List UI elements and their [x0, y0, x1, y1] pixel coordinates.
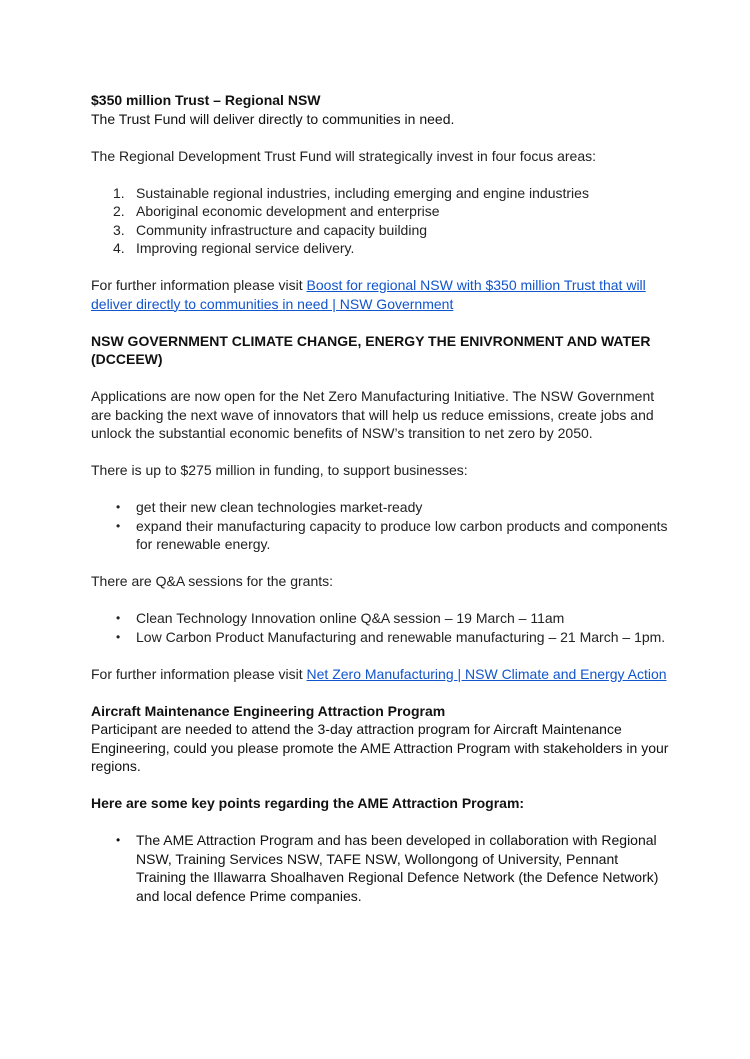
dcceew-paragraph: Applications are now open for the Net Zero Manufacturing Initiative. The NSW Government are backing the next wave of innovators that will help us reduce emissions, create jobs and unlock the substantial economic benefits of NSW’s transition to net zero by 2050.: [91, 388, 655, 441]
key-points-heading: Here are some key points regarding the AME Attraction Program:: [91, 795, 525, 811]
bullet-icon: •: [116, 500, 121, 514]
list-item-text: Low Carbon Product Manufacturing and renewable manufacturing – 21 March – 1pm.: [136, 628, 666, 645]
list-item: [91, 221, 671, 240]
list-item-text: expand their manufacturing capacity to produce low carbon products and components for renewable energy.: [136, 517, 668, 552]
list-number: 2.: [113, 203, 125, 219]
funding-intro: There is up to $275 million in funding, to support businesses:: [91, 462, 468, 478]
list-number: 1.: [113, 184, 125, 201]
list-item-text: The AME Attraction Program and has been developed in collaboration with Regional NSW, Training Services NSW, TAFE NSW, Wollongong of University, Pennant Training the Illawarra Shoalhaven Regional Defence Network (the Defence Network) and local defence Prime companies.: [136, 832, 659, 904]
trust-intro: The Trust Fund will deliver directly to communities in need.: [91, 110, 455, 127]
ame-paragraph: Participant are needed to attend the 3-day attraction program for Aircraft Maintenance Engineering, could you please promote the AME Attraction Program with stakeholders in your regions.: [91, 721, 669, 774]
list-item-text: Improving regional service delivery.: [136, 240, 355, 256]
dcceew-info: [91, 665, 671, 684]
list-number: 4.: [113, 240, 125, 256]
list-item-text: Sustainable regional industries, including emerging and engine industries: [136, 184, 589, 201]
bullet-icon: •: [116, 833, 121, 847]
focus-areas-list: [91, 184, 671, 258]
bullet-icon: •: [116, 611, 121, 625]
list-item-text: Clean Technology Innovation online Q&A session – 19 March – 11am: [136, 610, 565, 626]
dcceew-link[interactable]: Net Zero Manufacturing | NSW Climate and Energy Action: [306, 665, 667, 682]
qa-intro: There are Q&A sessions for the grants:: [91, 573, 334, 589]
funding-list: [91, 498, 671, 554]
trust-title: $350 million Trust – Regional NSW: [91, 92, 321, 108]
trust-info: [91, 276, 671, 313]
focus-intro: The Regional Development Trust Fund will strategically invest in four focus areas:: [91, 147, 597, 164]
list-item: [91, 609, 671, 628]
list-number: 3.: [113, 221, 125, 238]
bullet-icon: •: [116, 518, 121, 533]
list-item: [91, 202, 671, 221]
bullet-icon: •: [116, 629, 121, 644]
qa-sessions-list: [91, 609, 671, 646]
list-item: [91, 628, 671, 647]
list-item: [91, 239, 671, 258]
info-prefix: For further information please visit: [91, 277, 307, 293]
list-item: [91, 184, 671, 203]
list-item: [91, 831, 671, 905]
list-item: [91, 498, 671, 517]
document-body: [91, 91, 671, 905]
ame-heading: Aircraft Maintenance Engineering Attraction Program: [91, 702, 446, 719]
key-points-list: [91, 831, 671, 905]
list-item-text: Aboriginal economic development and enterprise: [136, 203, 440, 219]
list-item: [91, 517, 671, 554]
list-item-text: get their new clean technologies market-ready: [136, 499, 423, 515]
trust-link[interactable]: Boost for regional NSW with $350 million Trust that will deliver directly to communities in need | NSW Government: [91, 277, 646, 312]
dcceew-heading: NSW GOVERNMENT CLIMATE CHANGE, ENERGY THE ENIVRONMENT AND WATER (DCCEEW): [91, 332, 651, 367]
list-item-text: Community infrastructure and capacity building: [136, 221, 428, 238]
info-prefix: For further information please visit: [91, 665, 307, 682]
